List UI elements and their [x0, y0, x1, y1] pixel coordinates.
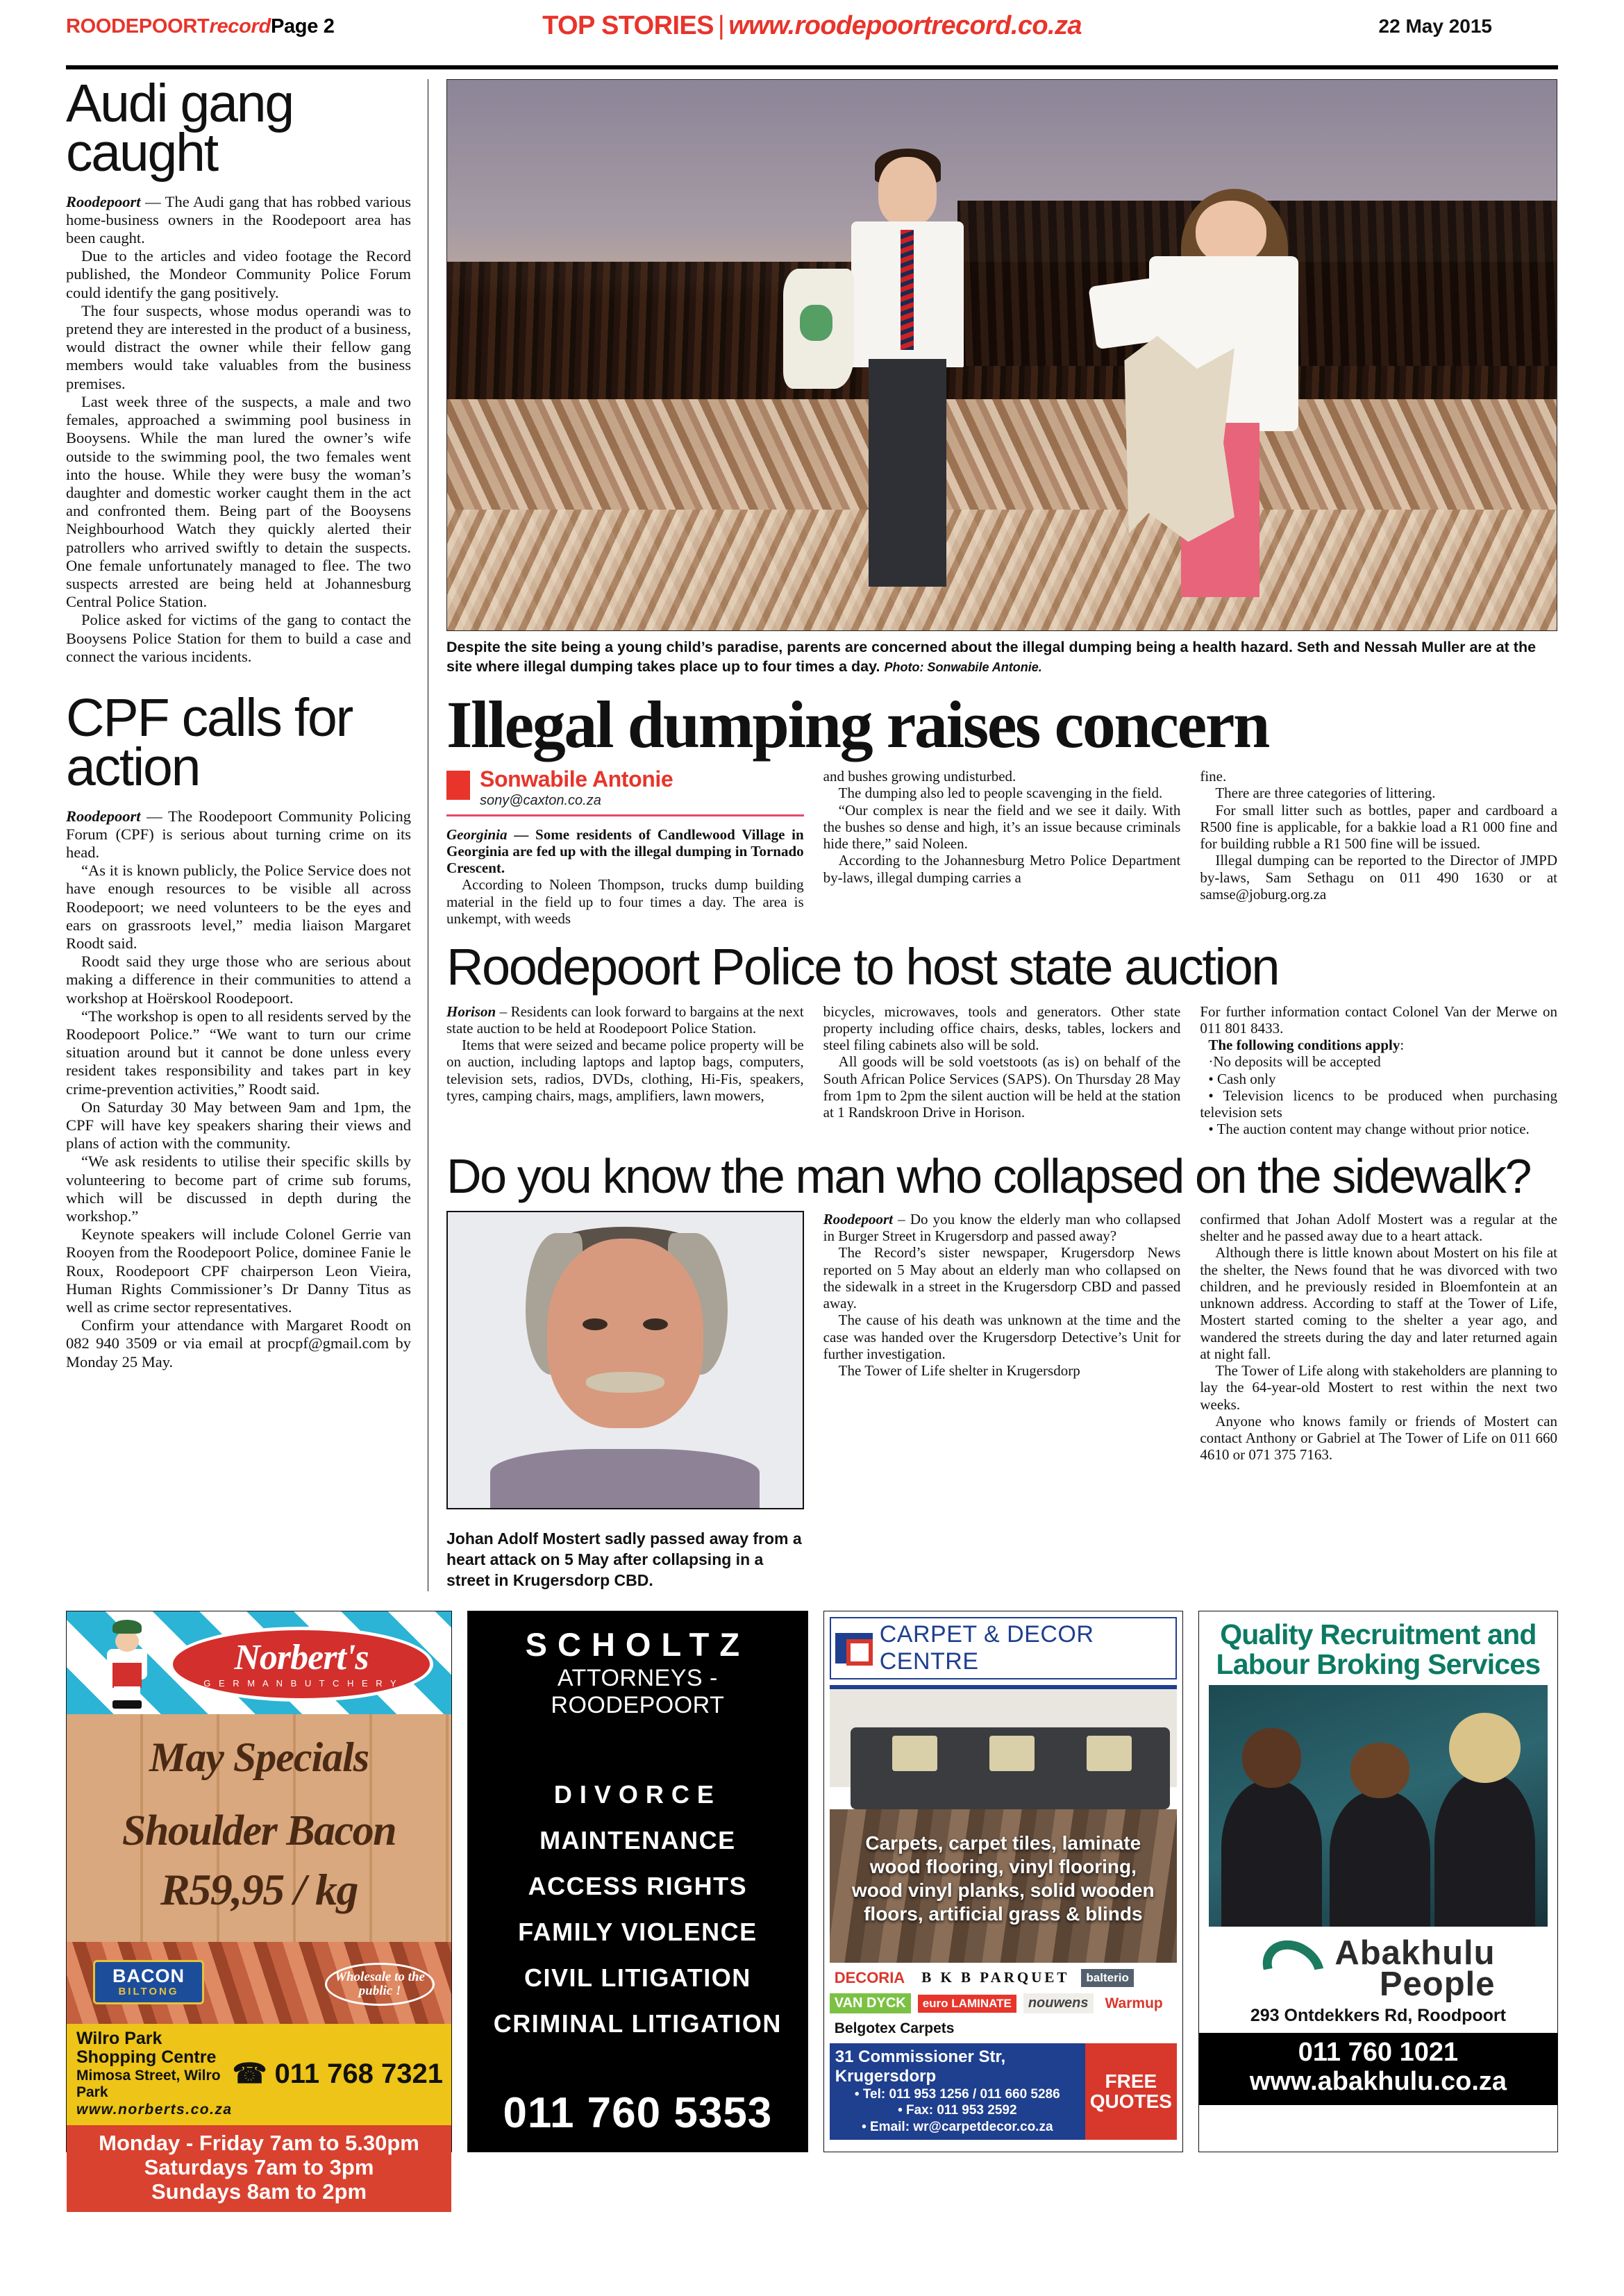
section-label: TOP STORIES — [542, 11, 714, 40]
ad-scholtz-attorneys[interactable] — [467, 1611, 808, 2152]
masthead — [66, 0, 1558, 64]
content-grid — [66, 74, 1558, 1591]
auction-condition-1: Cash only — [1216, 1070, 1276, 1087]
sidewalk-col-photo — [446, 1211, 804, 1591]
sidewalk-c2-p2: The Tower of Life along with stakeholders are planning to lay the 64-year-old Mostert to rest within the next two weeks. — [1200, 1362, 1558, 1413]
norberts-hours-1: Saturdays 7am to 3pm — [144, 2154, 374, 2179]
cpf-para-3: “The workshop is open to all residents served by the Roodepoort Police.” “We want to turn our crime situation around but it cannot be done unless every resident takes responsibility and takes part in key crime-prevention activities,” Roodt said. — [66, 1007, 411, 1098]
norberts-contact-bar — [67, 2024, 451, 2125]
norberts-address-2: Mimosa Street, Wilro Park — [76, 2067, 221, 2100]
illegal-dumping-columns — [446, 768, 1557, 927]
scholtz-service-0: DIVORCE — [553, 1779, 721, 1809]
sidewalk-dateline: Roodepoort — [823, 1210, 894, 1227]
brand-belgotex-icon: Belgotex Carpets — [834, 2020, 955, 2036]
byline-email[interactable]: sony@caxton.co.za — [480, 792, 601, 808]
illegal-dumping-col-3 — [1200, 768, 1557, 927]
paper-name: ROODEPOORT — [66, 15, 210, 37]
ad-norberts-butchery[interactable] — [66, 1611, 452, 2204]
auction-c2-p1: All goods will be sold voetstoots (as is) on behalf of the South African Police Services (SAPS). On Thursday 28 May from 1pm to 2pm the silent auction will be held at the station at 1 Randskroon Drive in Horison. — [823, 1053, 1181, 1121]
sidewalk-col-2 — [1200, 1211, 1557, 1591]
wholesale-text: Wholesale to the public ! — [335, 1969, 425, 1998]
masthead-date: 22 May 2015 — [1378, 15, 1492, 37]
sidewalk-c1-p3: The Tower of Life shelter in Krugersdorp — [838, 1362, 1080, 1380]
masthead-left — [66, 15, 335, 38]
cpf-para-5: “We ask residents to utilise their specific skills by volunteering to become part of crime sub forums, which will be discussed in depth during the workshop.” — [66, 1153, 411, 1225]
norberts-hours-0: Monday - Friday 7am to 5.30pm — [99, 2131, 419, 2156]
page-label: Page 2 — [270, 15, 335, 37]
dumping-c1-p0: According to Noleen Thompson, trucks dump building material in the field up to four times a day. The area is unkempt, with weeds — [446, 876, 804, 927]
byline-swatch-icon — [446, 771, 470, 800]
team-person-2 — [1328, 1743, 1432, 1926]
carpet-tel[interactable]: • Tel: 011 953 1256 / 011 660 5286 — [854, 2086, 1060, 2102]
butcher-mascot-icon — [103, 1620, 151, 1709]
norberts-specials-panel — [67, 1714, 451, 2024]
byline-name: Sonwabile Antonie — [480, 766, 673, 792]
auction-dateline: Horison — [446, 1003, 496, 1020]
auction-c1-p0: Residents can look forward to bargains at the next state auction to be held at Roodepoort Police Station. — [446, 1003, 804, 1037]
dumping-c2-p3: According to the Johannesburg Metro Police Department by-laws, illegal dumping carries a — [823, 852, 1181, 886]
norberts-brand: Norbert's — [234, 1637, 369, 1677]
ad-carpet-decor-centre[interactable] — [823, 1611, 1183, 2152]
dumping-dateline: Georginia — [446, 826, 508, 843]
dumping-c2-p1: The dumping also led to people scavenging in the field. — [838, 785, 1163, 802]
portrait-photo-mostert — [446, 1211, 804, 1509]
masthead-divider: | — [717, 11, 725, 40]
audi-para-1: Due to the articles and video footage the Record published, the Mondeor Community Police Forum could identify the gang positively. — [66, 247, 411, 301]
cpf-para-7: Confirm your attendance with Margaret Roodt on 082 940 3509 or via email at procpf@gmail.com by Monday 25 May. — [66, 1316, 411, 1371]
auction-col-2 — [823, 1003, 1181, 1138]
brand-vandyck-icon: VAN DYCK — [830, 1993, 911, 2013]
scholtz-service-5: CRIMINAL LITIGATION — [493, 2009, 782, 2038]
cpf-para-2: Roodt said they urge those who are serious about making a difference in their communities to attend a workshop at Hoërskool Roodepoort. — [66, 953, 411, 1007]
carpet-logo-icon — [835, 1633, 873, 1664]
auction-dash: – — [499, 1003, 508, 1020]
dumping-c2-p2: “Our complex is near the field and we see it daily. With the bushes so dense and high, it’s an issue because criminals hide there,” said Noleen. — [823, 801, 1181, 853]
abakhulu-brand-2: People — [1379, 1965, 1496, 2003]
cpf-dash: — — [147, 807, 162, 825]
illegal-dumping-col-2 — [823, 768, 1181, 927]
masthead-website[interactable]: www.roodepoortrecord.co.za — [728, 11, 1082, 40]
scholtz-service-3: FAMILY VIOLENCE — [518, 1917, 757, 1946]
carpet-free-quotes-badge[interactable] — [1085, 2043, 1177, 2140]
carpet-room-photo — [830, 1685, 1177, 1963]
norberts-price: R59,95 / kg — [160, 1864, 358, 1914]
scholtz-service-1: MAINTENANCE — [539, 1825, 736, 1854]
sidewalk-c1-p2: The cause of his death was unknown at the time and the case was handed over the Krugersdorp Detective’s Unit for further investigation. — [823, 1312, 1181, 1362]
carpet-description: Carpets, carpet tiles, laminate wood flooring, vinyl flooring, wood vinyl planks, solid wooden floors, artificial grass & blinds — [852, 1832, 1155, 1925]
caption-text: Despite the site being a young child’s paradise, parents are concerned about the illegal dumping being a health hazard. Seth and Nessah Muller are at the site where illegal dumping takes place up to four times a day. — [446, 639, 1537, 675]
masthead-rule — [66, 65, 1558, 69]
brand-decoria-icon: DECORIA — [834, 1968, 905, 1986]
cpf-dateline: Roodepoort — [66, 807, 141, 825]
dumping-c3-p2: For small litter such as bottles, paper and cardboard a R500 fine is applicable, for a bakkie load a R1 000 fine and for building rubble a R1 500 fine will be issued. — [1200, 801, 1558, 853]
dumping-c3-p0: fine. — [1200, 768, 1227, 785]
audi-para-3: Last week three of the suspects, a male and two females, approached a swimming pool business in Booysens. While the man lured the owner’s wife outside to the swimming pool, the two females went into the house. While they were busy the woman’s daughter and domestic worker caught them in the act and confronted them. Being part of the Booysens Neighbourhood Watch they quickly alerted their patrollers who arrived swiftly to detain the suspects. One female unfortunately managed to flee. The two suspects arrested are being held at Johannesburg Central Police Station. — [66, 392, 411, 611]
photo-rubble-foreground — [447, 510, 1557, 630]
abakhulu-address: 293 Ontdekkers Rd, Roodpoort — [1250, 2005, 1506, 2025]
auction-col-3: For further information contact Colonel Van der Merwe on 011 801 8433. The following conditions apply: ·No deposits will be accepted • Cash only • Television licencs to be produced when purchasing television sets • The auction content may change without prior notice. — [1200, 1003, 1558, 1138]
illegal-dumping-body-1 — [446, 826, 804, 928]
advertisements-row — [66, 1611, 1558, 2204]
auction-c3-intro: For further information contact Colonel Van der Merwe on 011 801 8433. — [1200, 1003, 1558, 1037]
bacon-badge-line1: BACON — [112, 1965, 185, 1986]
cpf-para-6: Keynote speakers will include Colonel Gerrie van Rooyen from the Roodepoort Police, dominee Fanie le Roux, Roodepoort CPF chairperson Leon Vieira, Human Rights Commissioner’s Dr Danny Titus as well as crime sector representatives. — [66, 1225, 411, 1316]
auction-columns — [446, 1003, 1557, 1138]
auction-condition-3: The auction content may change without prior notice. — [1216, 1121, 1530, 1138]
auction-conditions-heading: The following conditions apply — [1208, 1037, 1400, 1054]
scholtz-services — [479, 1730, 796, 2088]
brand-bkb-icon: B K B PARQUET — [921, 1969, 1070, 1986]
carpet-brand-logos — [830, 1967, 1177, 2039]
carpet-header — [830, 1617, 1177, 1679]
norberts-logo — [169, 1627, 433, 1702]
byline-rule — [446, 814, 804, 816]
team-person-1 — [1219, 1728, 1324, 1926]
brand-nouwens-icon: nouwens — [1023, 1993, 1094, 2013]
audi-gang-body — [66, 193, 411, 666]
audi-gang-headline: Audi gang caught — [66, 74, 294, 183]
abakhulu-footer — [1199, 2033, 1557, 2105]
paper-name-italic: record — [209, 15, 271, 37]
norberts-header — [67, 1611, 451, 1714]
cpf-headline: CPF calls for action — [66, 687, 353, 797]
norberts-website[interactable]: www.norberts.co.za — [76, 2101, 233, 2118]
sidewalk-c1-p0: Do you know the elderly man who collapsed in Burger Street in Krugersdorp and passed away? — [823, 1210, 1181, 1245]
masthead-section — [542, 11, 1082, 41]
sidewalk-c1-p1: The Record’s sister newspaper, Krugersdorp News reported on 5 May about an elderly man who collapsed on the sidewalk in a street in the Krugersdorp CBD and passed away. — [823, 1244, 1181, 1312]
sidewalk-dash: – — [898, 1210, 905, 1227]
bacon-badge-line2: BILTONG — [118, 1985, 179, 1997]
cpf-body — [66, 807, 411, 1371]
abakhulu-brand-1: Abakhulu — [1334, 1934, 1496, 1972]
bacon-biltong-badge — [93, 1960, 204, 2004]
cpf-para-0: The Roodepoort Community Policing Forum (CPF) is serious about turning crime on its head. — [66, 807, 412, 861]
sidewalk-columns — [446, 1211, 1557, 1591]
carpet-address: 31 Commissioner Str, Krugersdorp — [835, 2047, 1006, 2086]
lead-photo-caption — [446, 638, 1557, 676]
scholtz-subtitle: ATTORNEYS - ROODEPOORT — [551, 1664, 725, 1718]
audi-para-0: The Audi gang that has robbed various home-business owners in the Roodepoort area has been caught. — [66, 192, 411, 247]
carpet-fax: • Fax: 011 953 2592 — [898, 2103, 1017, 2118]
photo-girl — [1135, 201, 1313, 597]
audi-para-4: Police asked for victims of the gang to contact the Booysens Police Station for them to build a case and connect the various incidents. — [66, 611, 411, 665]
portrait-caption: Johan Adolf Mostert sadly passed away from a heart attack on 5 May after collapsing in a street in Krugersdorp CBD. — [446, 1529, 802, 1589]
norberts-tagline: G E R M A N B U T C H E R Y — [203, 1677, 399, 1689]
illegal-dumping-headline: Illegal dumping raises concern — [446, 687, 1269, 762]
photo-boy — [846, 157, 969, 587]
scholtz-phone[interactable]: 011 760 5353 — [503, 2088, 773, 2137]
carpet-title: CARPET & DECOR CENTRE — [879, 1620, 1094, 1675]
audi-dateline: Roodepoort — [66, 192, 141, 210]
dumping-c3-p1: There are three categories of littering. — [1215, 785, 1436, 802]
abakhulu-headline: Quality Recruitment and Labour Broking Services — [1216, 1618, 1541, 1680]
auction-headline: Roodepoort Police to host state auction — [446, 938, 1279, 996]
illegal-dumping-col-1 — [446, 768, 804, 927]
auction-condition-0: ·No deposits will be accepted — [1208, 1053, 1381, 1071]
norberts-hours-bar — [67, 2125, 451, 2212]
sidewalk-headline: Do you know the man who collapsed on the sidewalk? — [446, 1148, 1530, 1203]
dumping-c2-p0: and bushes growing undisturbed. — [823, 768, 1016, 785]
auction-col-1 — [446, 1003, 804, 1138]
auction-c1-p1: Items that were seized and became police property will be on auction, including laptops and laptop bags, computers, television sets, radios, DVDs, clothing, Hi-Fis, speakers, tyres, camping chairs, mags, amplifiers, lawn mowers, — [446, 1037, 804, 1104]
wholesale-badge — [325, 1963, 435, 2006]
sidewalk-c2-p3: Anyone who knows family or friends of Mostert can contact Anthony or Gabriel at The Tower of Life on 011 660 4610 or 071 375 7163. — [1200, 1412, 1558, 1464]
scholtz-service-2: ACCESS RIGHTS — [528, 1871, 748, 1900]
sidewalk-col-1 — [823, 1211, 1181, 1591]
abakhulu-website[interactable]: www.abakhulu.co.za — [1249, 2066, 1507, 2096]
norberts-address-1: Wilro Park Shopping Centre — [76, 2028, 217, 2068]
norberts-headline: May Specials — [149, 1734, 369, 1780]
byline — [446, 768, 804, 809]
dumping-dash: — — [514, 826, 529, 843]
ad-abakhulu-people[interactable] — [1198, 1611, 1558, 2152]
photo-credit: Photo: Sonwabile Antonie. — [884, 660, 1042, 674]
abakhulu-phone[interactable]: 011 760 1021 — [1298, 2037, 1459, 2067]
cpf-para-1: “As it is known publicly, the Police Service does not have enough resources to be visible all across Roodepoort; we need volunteers to be the eyes and ears on grassroots level,” media liaison Margaret Roodt said. — [66, 862, 411, 953]
lead-photo-illegal-dumping — [446, 79, 1557, 631]
left-column — [66, 74, 428, 1591]
carpet-footer — [830, 2043, 1177, 2140]
scholtz-service-4: CIVIL LITIGATION — [524, 1963, 751, 1992]
norberts-hours-2: Sundays 8am to 2pm — [151, 2179, 367, 2204]
norberts-phone[interactable]: ☎ 011 768 7321 — [232, 2058, 444, 2089]
free-quotes-line2: QUOTES — [1089, 2090, 1172, 2113]
dumping-lead: Some residents of Candlewood Village in Georginia are fed up with the illegal dumping in Tornado Crescent. — [446, 826, 804, 877]
auction-condition-2: Television licencs to be produced when purchasing television sets — [1200, 1087, 1558, 1121]
audi-dash: — — [145, 192, 161, 210]
norberts-product: Shoulder Bacon — [122, 1807, 396, 1854]
audi-para-2: The four suspects, whose modus operandi was to pretend they are interested in the product of a business, would distract the owner while their fellow gang members would take valuables from the business premises. — [66, 301, 411, 392]
team-person-3 — [1432, 1718, 1537, 1926]
abakhulu-team-photo — [1209, 1685, 1548, 1927]
dumping-c3-p3: Illegal dumping can be reported to the Director of JMPD by-laws, Sam Sethagu on 011 490 1630 or at samse@joburg.org.za — [1200, 852, 1558, 903]
abakhulu-swirl-icon — [1261, 1943, 1326, 1995]
sidewalk-c2-p1: Although there is little known about Mostert on his file at the shelter, the News found that he was divorced with two children, and he previously resided in Bloemfontein at an unknown address. According to staff at the Tower of Life, Mostert started coming to the shelter a year ago, and wandered the streets during the day and later returned again at night fall. — [1200, 1244, 1558, 1362]
carpet-email[interactable]: • Email: wr@carpetdecor.co.za — [862, 2120, 1053, 2135]
auction-c2-p0: bicycles, microwaves, tools and generators. Other state property including office chairs, desks, tables, lockers and steel filing cabinets also will be sold. — [823, 1003, 1181, 1054]
brand-euro-laminate-icon: euro LAMINATE — [918, 1995, 1016, 2013]
free-quotes-line1: FREE — [1105, 2070, 1157, 2092]
cpf-para-4: On Saturday 30 May between 9am and 1pm, the CPF will have key speakers sharing their views and plans of action with the community. — [66, 1098, 411, 1153]
brand-balterio-icon: balterio — [1081, 1969, 1133, 1987]
abakhulu-logo — [1199, 1927, 1557, 2002]
sidewalk-c2-p0: confirmed that Johan Adolf Mostert was a regular at the shelter and he passed away due to a heart attack. — [1200, 1210, 1558, 1245]
right-column — [428, 79, 1557, 1591]
brand-warmup-icon: Warmup — [1105, 1995, 1163, 2011]
scholtz-name: SCHOLTZ — [525, 1625, 751, 1663]
